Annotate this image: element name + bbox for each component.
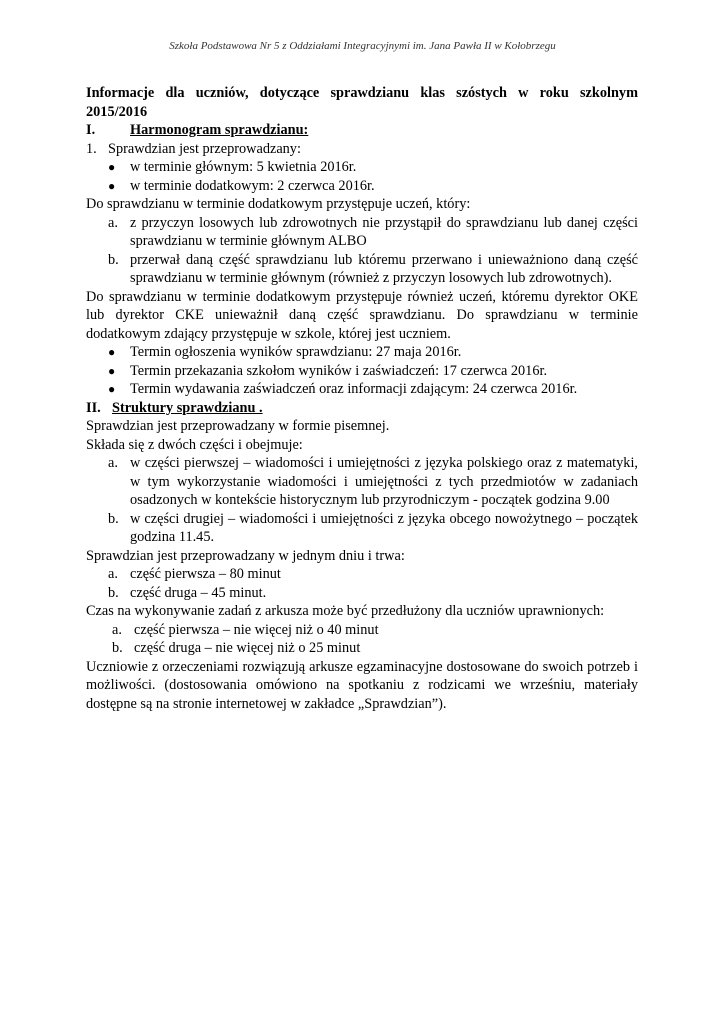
bullet-icon: ●: [108, 363, 116, 378]
dates-list: [86, 343, 638, 399]
extension-intro: Czas na wykonywanie zadań z arkusza może być przedłużony dla uczniów uprawnionych:: [86, 603, 605, 619]
list-item: a. w części pierwszej – wiadomości i umiejętności z języka polskiego oraz z matematyki, w tym wykorzystanie wiadomości i umiejętności z tych przedmiotów w zadaniach osadzonych w kontekście historycznym lub przyrodniczym - początek godzina 9.00: [108, 455, 638, 508]
section-heading-2: [86, 399, 638, 418]
list-item: b. część druga – 45 minut.: [108, 584, 267, 601]
additional-conditions-list: [86, 214, 638, 288]
list-item: a. z przyczyn losowych lub zdrowotnych nie przystąpił do sprawdzianu lub danej części sprawdzianu w terminie głównym ALBO: [108, 214, 638, 249]
extensions-list: [86, 621, 638, 658]
title-line-1: Informacje dla uczniów, dotyczące sprawdzianu klas szóstych w roku szkolnym: [86, 85, 638, 101]
numbered-item-1: [86, 140, 638, 159]
list-item: a. część pierwsza – 80 minut: [108, 566, 281, 582]
title-line-2: 2015/2016: [86, 103, 148, 120]
durations-list: [86, 565, 638, 602]
bullet-icon: ●: [108, 382, 116, 396]
section-number: I.: [86, 122, 96, 138]
list-item: b. przerwał daną część sprawdzianu lub któremu przerwano i unieważniono daną część sprawdzianu w terminie głównym (również z przyczyn losowych lub zdrowotnych).: [108, 251, 638, 286]
section-number: II.: [86, 399, 101, 416]
list-item: ● w terminie głównym: 5 kwietnia 2016r.: [108, 159, 357, 175]
section-heading-1: [86, 121, 638, 140]
parts-intro: Składa się z dwóch części i obejmuje:: [86, 436, 303, 453]
written-form-text: Sprawdzian jest przeprowadzany w formie pisemnej.: [86, 418, 390, 434]
document-title: [86, 84, 638, 121]
list-item: ● Termin przekazania szkołom wyników i zaświadczeń: 17 czerwca 2016r.: [108, 362, 548, 379]
terms-list: [86, 158, 638, 195]
list-item: b. część druga – nie więcej niż o 25 minut: [112, 640, 361, 656]
parts-list: [86, 454, 638, 547]
additional-intro: Do sprawdzianu w terminie dodatkowym przystępuje uczeń, który:: [86, 196, 471, 212]
closing-paragraph: Uczniowie z orzeczeniami rozwiązują arkusze egzaminacyjne dostosowane do swoich potrzeb i możliwości. (dostosowania omówiono na spotkaniu z rodzicami we wrześniu, materiały dostępne są na stronie internetowej w zakładce „Sprawdzian”).: [86, 658, 638, 712]
oke-paragraph: Do sprawdzianu w terminie dodatkowym przystępuje również uczeń, któremu dyrektor OKE lub dyrektor CKE unieważnił daną część sprawdzianu. Do sprawdzianu w terminie dodatkowym zdający przystępuje w szkole, której jest uczniem.: [86, 288, 638, 342]
list-item: ● Termin ogłoszenia wyników sprawdzianu: 27 maja 2016r.: [108, 344, 462, 360]
bullet-icon: ●: [108, 178, 116, 193]
bullet-icon: ●: [108, 160, 116, 174]
document-body: [86, 84, 638, 713]
section-title: Harmonogram sprawdzianu:: [130, 122, 309, 138]
section-title: Struktury sprawdzianu .: [112, 399, 263, 416]
item-number: 1.: [86, 140, 97, 157]
list-item: a. część pierwsza – nie więcej niż o 40 minut: [112, 621, 379, 638]
list-item: ● Termin wydawania zaświadczeń oraz informacji zdającym: 24 czerwca 2016r.: [108, 381, 578, 397]
list-item: ● w terminie dodatkowym: 2 czerwca 2016r.: [108, 177, 375, 194]
page-header: Szkoła Podstawowa Nr 5 z Oddziałami Integracyjnymi im. Jana Pawła II w Kołobrzegu: [169, 40, 556, 52]
item-text: Sprawdzian jest przeprowadzany:: [108, 140, 301, 157]
bullet-icon: ●: [108, 345, 116, 359]
list-item: b. w części drugiej – wiadomości i umiejętności z języka obcego nowożytnego – początek godzina 11.45.: [108, 510, 638, 545]
duration-intro: Sprawdzian jest przeprowadzany w jednym dniu i trwa:: [86, 547, 405, 564]
